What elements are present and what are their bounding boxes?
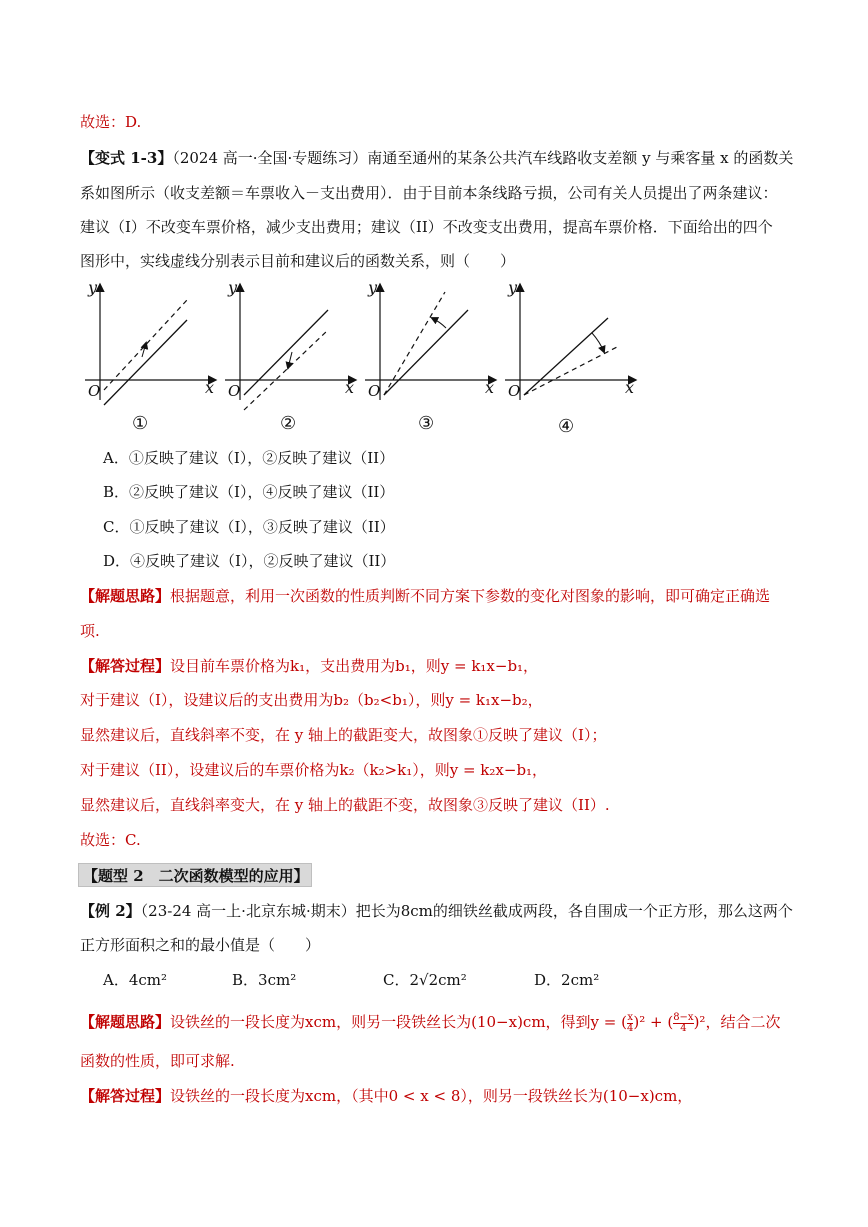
previous-answer: 故选：D. <box>80 113 142 131</box>
thinking-2-line-2: 函数的性质，即可求解. <box>80 1052 235 1070</box>
fraction-1-denominator: 4 <box>626 1022 634 1034</box>
variant-tag: 【变式 1-3】 <box>80 149 173 167</box>
graph-1-x-label: x <box>205 378 215 397</box>
graph-2-label: ② <box>280 413 297 434</box>
process-1-line-4: 对于建议（II），设建议后的车票价格为k₂（k₂>k₁），则y = k₂x−b₁， <box>80 761 548 779</box>
process-2-tag: 【解答过程】 <box>80 1087 171 1105</box>
graph-4-origin-label: O <box>508 382 521 400</box>
graph-3 <box>365 285 495 400</box>
option-a: A．①反映了建议（I），②反映了建议（II） <box>103 449 395 467</box>
fraction-2 <box>673 1013 693 1034</box>
process-1-line-3: 显然建议后，直线斜率不变，在 y 轴上的截距变大，故图象①反映了建议（I）； <box>80 726 607 744</box>
graph-4-label: ④ <box>558 416 575 437</box>
thinking-2-line-1 <box>80 1012 780 1034</box>
graph-4-x-label: x <box>625 378 635 397</box>
graph-2 <box>225 285 355 410</box>
fraction-2-denominator: 4 <box>673 1023 693 1034</box>
process-1-answer: 故选：C. <box>80 831 141 849</box>
option-b: B．②反映了建议（I），④反映了建议（II） <box>103 483 395 501</box>
process-1-tag: 【解答过程】 <box>80 657 171 675</box>
graph-3-origin-label: O <box>368 382 381 400</box>
example-option-d: D．2cm² <box>534 971 600 989</box>
variant-line-2: 系如图所示（收支差额＝车票收入－支出费用）．由于目前本条线路亏损，公司有关人员提出了两条建议： <box>80 184 778 202</box>
type-heading: 【题型 2 二次函数模型的应用】 <box>83 867 309 885</box>
thinking-1-line-1 <box>80 586 770 606</box>
variant-text-1: （2024 高一·全国·专题练习）南通至通州的某条公共汽车线路收支差额 y 与乘客量 x 的函数关 <box>172 149 794 167</box>
option-d: D．④反映了建议（I），②反映了建议（II） <box>103 552 396 570</box>
fraction-2-numerator: 8−x <box>673 1011 694 1023</box>
four-graphs-figure <box>0 0 868 450</box>
thinking-1-line-2: 项. <box>80 622 100 640</box>
process-1-text-1: 设目前车票价格为k₁，支出费用为b₁，则y = k₁x−b₁， <box>170 657 539 675</box>
option-c: C．①反映了建议（I），③反映了建议（II） <box>103 518 395 536</box>
graph-3-x-label: x <box>485 378 495 397</box>
example-option-c: C．2√2cm² <box>383 971 467 989</box>
example-line-2: 正方形面积之和的最小值是（ ） <box>80 936 321 954</box>
example-option-b: B．3cm² <box>232 971 297 989</box>
example-option-a: A．4cm² <box>103 971 168 989</box>
process-1-line-2: 对于建议（I），设建议后的支出费用为b₂（b₂<b₁），则y = k₁x−b₂， <box>80 691 543 709</box>
process-1-line-5: 显然建议后，直线斜率变大，在 y 轴上的截距不变，故图象③反映了建议（II）. <box>80 796 610 814</box>
graph-4-y-label: y <box>508 278 518 297</box>
graph-2-y-label: y <box>228 278 238 297</box>
process-2-text: 设铁丝的一段长度为xcm，（其中0 < x < 8），则另一段铁丝长为(10−x)cm， <box>170 1087 693 1105</box>
graph-2-x-label: x <box>345 378 355 397</box>
fraction-1-numerator: x <box>627 1011 633 1023</box>
example-line-1 <box>80 901 793 921</box>
example-tag: 【例 2】 <box>80 902 141 920</box>
graph-1 <box>85 285 215 405</box>
variant-line-4: 图形中，实线虚线分别表示目前和建议后的函数关系，则（ ） <box>80 252 516 270</box>
thinking-1-text: 根据题意，利用一次函数的性质判断不同方案下参数的变化对图象的影响，即可确定正确选 <box>170 587 771 605</box>
variant-line-3: 建议（I）不改变车票价格，减少支出费用；建议（II）不改变支出费用，提高车票价格．下面给出的四个 <box>80 218 773 236</box>
graph-1-label: ① <box>132 413 149 434</box>
graph-1-y-label: y <box>88 278 98 297</box>
type-heading-bar <box>78 863 312 887</box>
graph-2-origin-label: O <box>228 382 241 400</box>
graph-1-origin-label: O <box>88 382 101 400</box>
graph-4 <box>505 285 635 400</box>
process-2-line-1 <box>80 1086 692 1106</box>
graph-3-y-label: y <box>368 278 378 297</box>
thinking-2-text-c: )²，结合二次 <box>693 1013 781 1031</box>
thinking-1-tag: 【解题思路】 <box>80 587 171 605</box>
graph-3-label: ③ <box>418 413 435 434</box>
process-1-line-1 <box>80 656 538 676</box>
thinking-2-text-a: 设铁丝的一段长度为xcm，则另一段铁丝长为(10−x)cm，得到y = ( <box>170 1013 627 1031</box>
thinking-2-tag: 【解题思路】 <box>80 1013 171 1031</box>
thinking-2-text-b: )² + ( <box>633 1013 674 1031</box>
example-text-1: （23-24 高一上·北京东城·期末）把长为8cm的细铁丝截成两段，各自围成一个正方形，那么这两个 <box>140 902 793 920</box>
